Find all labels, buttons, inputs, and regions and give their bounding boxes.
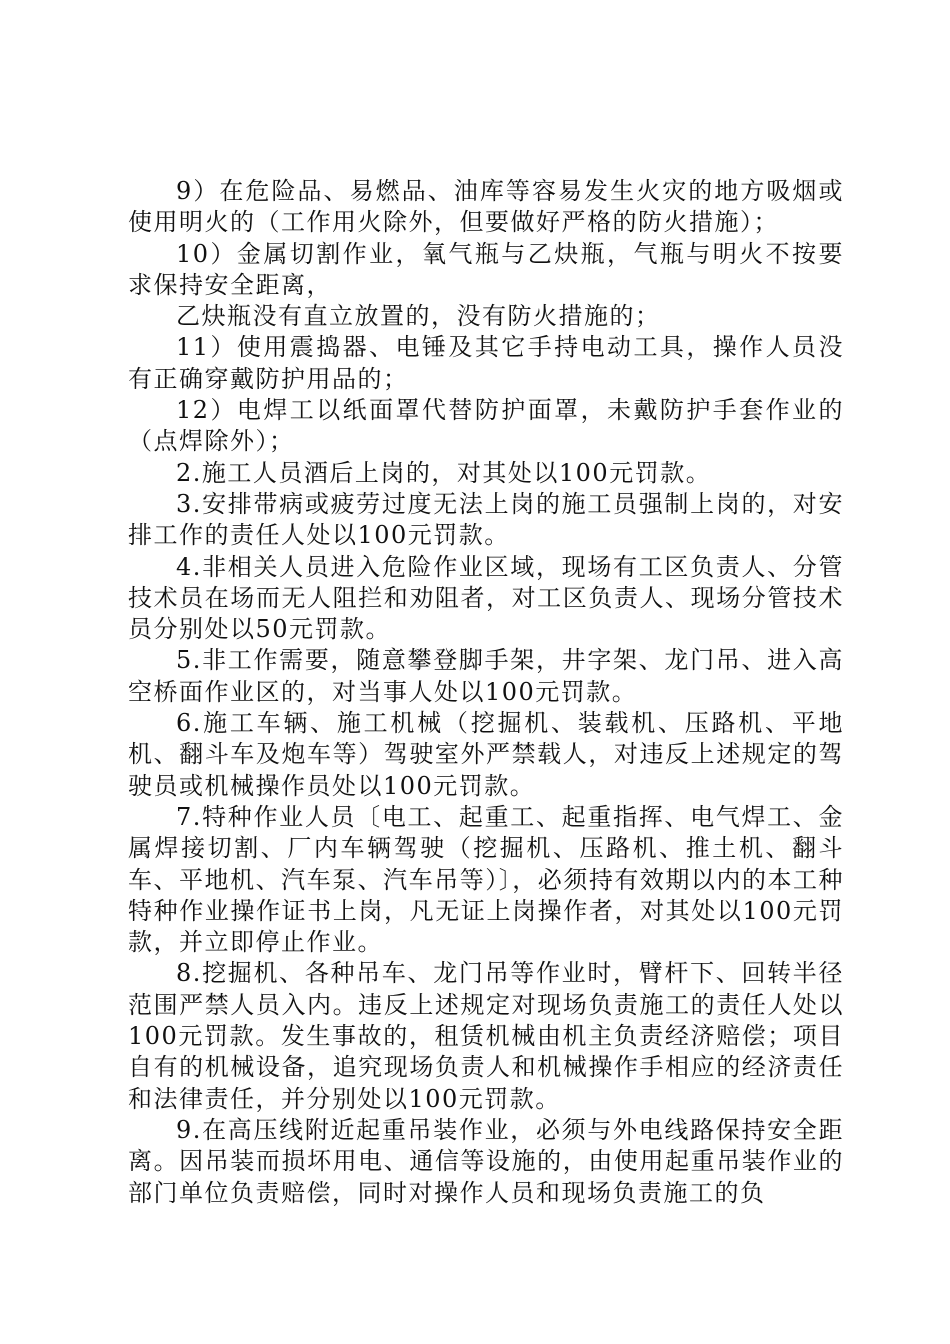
paragraph-rule-9-high-voltage: 9.在高压线附近起重吊装作业，必须与外电线路保持安全距离。因吊装而损坏用电、通信等设施的，由使用起重吊装作业的部门单位负责赔偿，同时对操作人员和现场负责施工的负 xyxy=(128,1115,844,1207)
paragraph-rule-5-climbing: 5.非工作需要，随意攀登脚手架，井字架、龙门吊、进入高空桥面作业区的，对当事人处以100元罚款。 xyxy=(128,646,844,706)
paragraph-item-10-cutting: 10）金属切割作业，氧气瓶与乙炔瓶，气瓶与明火不按要求保持安全距离， xyxy=(128,239,844,299)
paragraph-item-11-power-tools: 11）使用震捣器、电锤及其它手持电动工具，操作人员没有正确穿戴防护用品的； xyxy=(128,333,844,393)
paragraph-rule-7-special-operators: 7.特种作业人员〔电工、起重工、起重指挥、电气焊工、金属焊接切割、厂内车辆驾驶（挖掘机、压路机、推土机、翻斗车、平地机、汽车泵、汽车吊等）〕，必须持有效期以内的本工种特种作业操作证书上岗，凡无证上岗操作者，对其处以100元罚款，并立即停止作业。 xyxy=(128,802,844,957)
paragraph-item-9-smoking: 9）在危险品、易燃品、油库等容易发生火灾的地方吸烟或使用明火的（工作用火除外，但要做好严格的防火措施）； xyxy=(128,177,844,237)
paragraph-rule-8-cranes: 8.挖掘机、各种吊车、龙门吊等作业时，臂杆下、回转半径范围严禁人员入内。违反上述规定对现场负责施工的责任人处以100元罚款。发生事故的，租赁机械由机主负责经济赔偿；项目自有的机械设备，追究现场负责人和机械操作手相应的经济责任和法律责任，并分别处以100元罚款。 xyxy=(128,959,844,1113)
document-body xyxy=(128,176,844,1209)
paragraph-rule-3-fatigue: 3.安排带病或疲劳过度无法上岗的施工员强制上岗的，对安排工作的责任人处以100元罚款。 xyxy=(128,489,844,550)
paragraph-acetylene-upright: 乙炔瓶没有直立放置的，没有防火措施的； xyxy=(176,302,661,331)
paragraph-rule-2-drinking: 2.施工人员酒后上岗的，对其处以100元罚款。 xyxy=(176,458,712,487)
paragraph-rule-6-vehicles: 6.施工车辆、施工机械（挖掘机、装载机、压路机、平地机、翻斗车及炮车等）驾驶室外严禁载人，对违反上述规定的驾驶员或机械操作员处以100元罚款。 xyxy=(128,709,844,800)
paragraph-item-12-welding-mask: 12）电焊工以纸面罩代替防护面罩，未戴防护手套作业的（点焊除外）； xyxy=(128,396,844,456)
paragraph-rule-4-danger-zone: 4.非相关人员进入危险作业区域，现场有工区负责人、分管技术员在场而无人阻拦和劝阻者，对工区负责人、现场分管技术员分别处以50元罚款。 xyxy=(128,552,844,644)
